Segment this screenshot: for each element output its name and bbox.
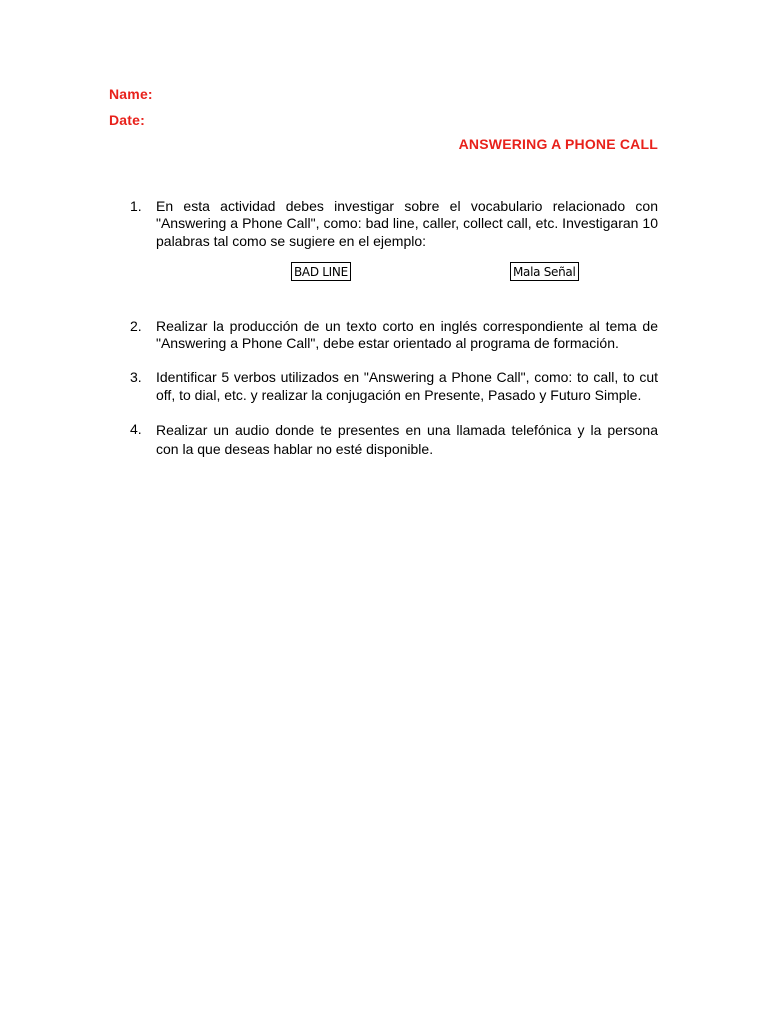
list-item: [130, 421, 658, 459]
name-label: Name:: [109, 86, 153, 102]
item-number: 1.: [130, 198, 142, 214]
item-text: Identificar 5 verbos utilizados en "Answering a Phone Call", como: to call, to cut off, to dial, etc. y realizar la conjugación en Presente, Pasado y Futuro Simple.: [156, 369, 658, 403]
item-text: En esta actividad debes investigar sobre el vocabulario relacionado con "Answering a Phone Call", como: bad line, caller, collect call, etc. Investigaran 10 palabras tal como se sugiere en el ejemplo:: [156, 198, 658, 249]
instruction-list: [130, 198, 658, 459]
document-title: ANSWERING A PHONE CALL: [458, 136, 658, 152]
example-english-box: BAD LINE: [291, 262, 351, 281]
item-number: 2.: [130, 317, 142, 334]
item-text: Realizar la producción de un texto corto en inglés correspondiente al tema de "Answering a Phone Call", debe estar orientado al programa de formación.: [156, 317, 658, 352]
example-spanish-box: Mala Señal: [510, 262, 579, 281]
list-item: [130, 198, 658, 250]
list-item: [130, 369, 658, 404]
item-number: 3.: [130, 369, 142, 386]
vocabulary-example: [130, 262, 658, 298]
list-item: [130, 318, 658, 353]
item-text: Realizar un audio donde te presentes en una llamada telefónica y la persona con la que deseas hablar no esté disponible.: [156, 422, 658, 458]
item-number: 4.: [130, 421, 142, 438]
date-label: Date:: [109, 112, 146, 128]
